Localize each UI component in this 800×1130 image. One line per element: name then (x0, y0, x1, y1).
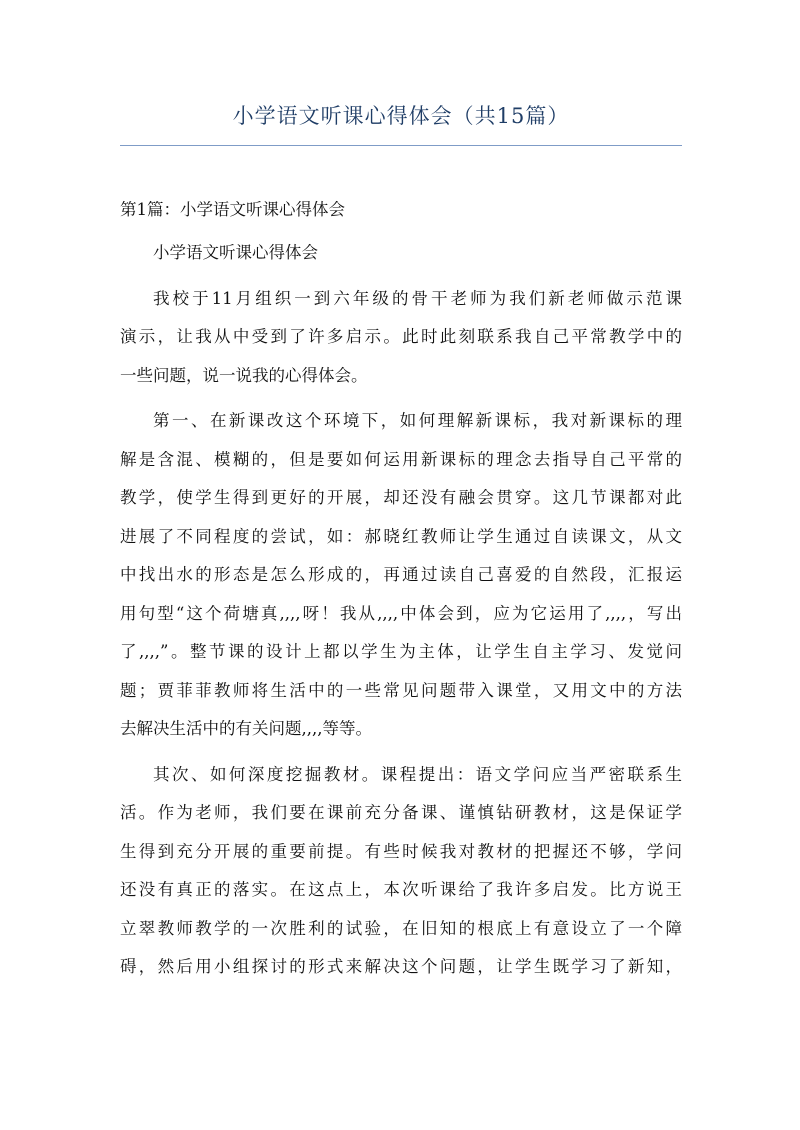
paragraph-3 (120, 756, 682, 987)
text-line: 一些问题，说一说我的心得体会。 (120, 365, 368, 385)
text-line: 进展了不同程度的尝试，如：郝晓红教师让学生通过自读课文，从文 (120, 526, 682, 546)
text-line: 演示，让我从中受到了许多启示。此时此刻联系我自己平常教学中的 (120, 327, 682, 346)
text-line: 活。作为老师，我们要在课前充分备课、谨慎钻研教材，这是保证学 (120, 803, 682, 822)
section-heading: 第1篇：小学语文听课心得体会 (120, 200, 345, 219)
text-line: 其次、如何深度挖掘教材。课程提出：语文学问应当严密联系生 (153, 764, 682, 784)
subtitle-line: 小学语文听课心得体会 (153, 243, 318, 262)
text-line: 第一、在新课改这个环境下，如何理解新课标，我对新课标的理 (153, 411, 682, 430)
text-line: 教学，使学生得到更好的开展，却还没有融会贯穿。这几节课都对此 (120, 488, 682, 507)
text-line: 用句型“这个荷塘真,,,,呀！我从,,,,中体会到，应为它运用了,,,,，写出 (120, 603, 682, 623)
title-underline (120, 145, 682, 146)
paragraph-1 (120, 280, 682, 396)
text-line: 题；贾菲菲教师将生活中的一些常见问题带入课堂，又用文中的方法 (120, 680, 682, 700)
document-title: 小学语文听课心得体会（共15篇） (232, 104, 570, 128)
paragraph-2 (120, 402, 682, 749)
document-body (120, 234, 682, 994)
text-line: 立翠教师教学的一次胜利的试验，在旧知的根底上有意设立了一个障 (120, 918, 682, 938)
text-line: 了,,,,”。整节课的设计上都以学生为主体，让学生自主学习、发觉问 (120, 642, 682, 661)
text-line: 去解决生活中的有关问题,,,,等等。 (120, 719, 372, 738)
text-line: 还没有真正的落实。在这点上，本次听课给了我许多启发。比方说王 (120, 880, 682, 899)
text-line: 解是含混、模糊的，但是要如何运用新课标的理念去指导自己平常的 (120, 449, 682, 469)
text-line: 生得到充分开展的重要前提。有些时候我对教材的把握还不够，学问 (120, 841, 682, 861)
text-line: 中找出水的形态是怎么形成的，再通过读自己喜爱的自然段，汇报运 (120, 565, 682, 584)
text-line: 我校于11月组织一到六年级的骨干老师为我们新老师做示范课 (153, 288, 682, 308)
article-subtitle (120, 234, 682, 273)
text-line: 碍，然后用小组探讨的形式来解决这个问题，让学生既学习了新知， (120, 957, 682, 976)
